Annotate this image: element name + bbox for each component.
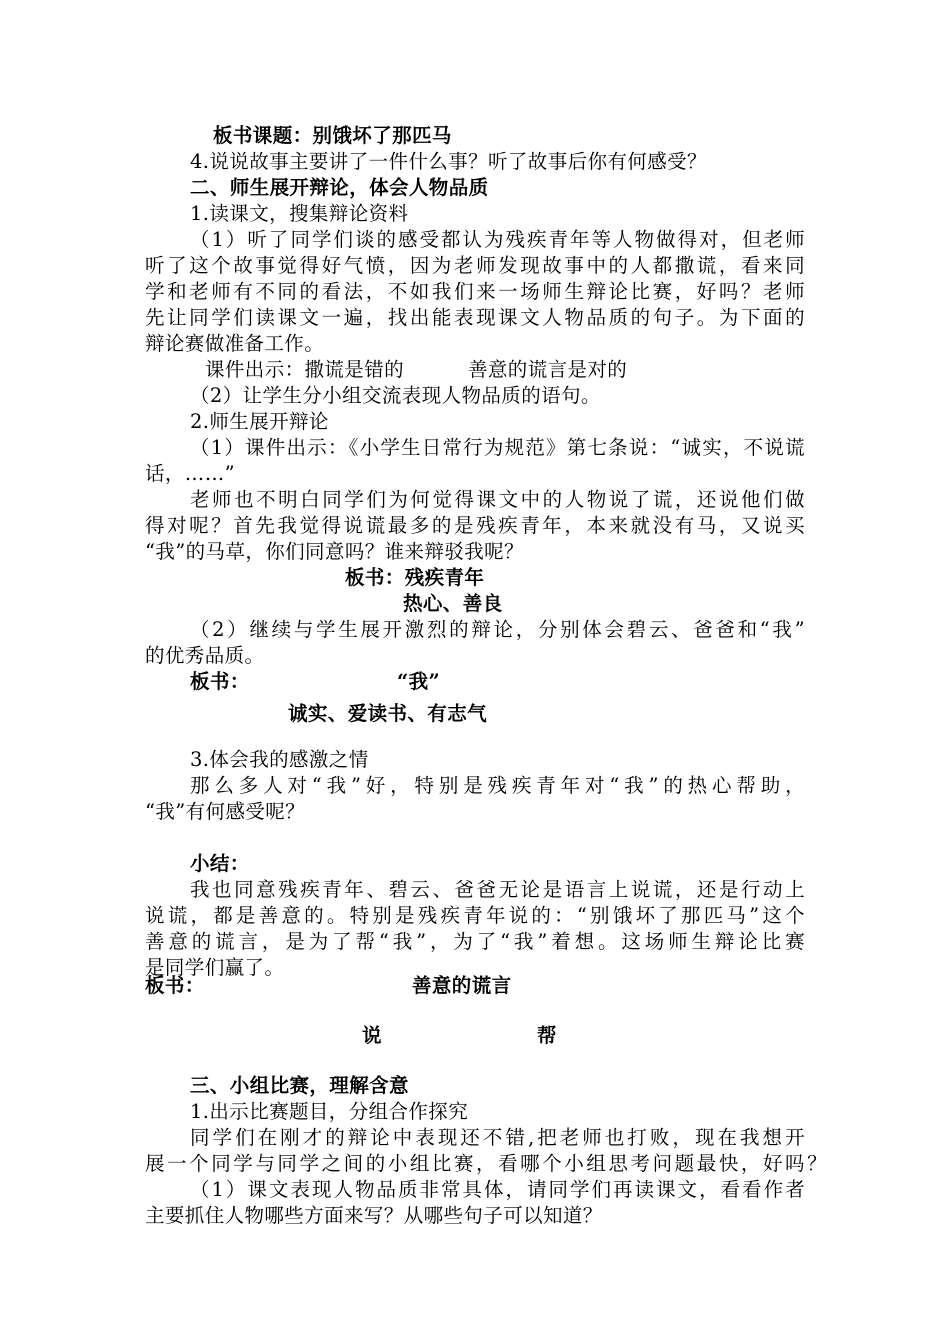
paragraph-line: 那么多人对“我”好，特别是残疾青年对“我”的热心帮助， — [190, 774, 805, 797]
board-title: 板书课题：别饿坏了那匹马 — [213, 124, 452, 147]
paragraph-line: （1）课件出示：《小学生日常行为规范》第七条说：“诚实，不说谎 — [190, 436, 805, 459]
paragraph-line: 我也同意残疾青年、碧云、爸爸无论是语言上说谎，还是行动上 — [190, 878, 805, 901]
paragraph-line: 善意的谎言，是为了帮“我”，为了“我”着想。这场师生辩论比赛 — [145, 930, 805, 953]
paragraph-line: （1）课文表现人物品质非常具体，请同学们再读课文，看看作者 — [190, 1178, 805, 1201]
courseware-display-right: 善意的谎言是对的 — [468, 358, 628, 381]
board-note-youth: 板书：残疾青年 — [345, 566, 485, 589]
paragraph-line: 学和老师有不同的看法，不如我们来一场师生辩论比赛，好吗？老师 — [145, 280, 805, 303]
paragraph-line: 主要抓住人物哪些方面来写？从哪些句子可以知道？ — [145, 1204, 603, 1227]
board-note-me: “我” — [397, 670, 441, 693]
paragraph-line: 说谎，都是善意的。特别是残疾青年说的：“别饿坏了那匹马”这个 — [145, 904, 805, 927]
paragraph-line: “我”有何感受呢？ — [145, 800, 306, 823]
paragraph-line: 的优秀品质。 — [145, 644, 265, 667]
paragraph-line: （1）听了同学们谈的感受都认为残疾青年等人物做得对，但老师 — [190, 228, 805, 251]
paragraph-line: 辩论赛做准备工作。 — [145, 332, 325, 355]
paragraph-line: 得对呢？首先我觉得说谎最多的是残疾青年，本来就没有马，又说买 — [145, 514, 805, 537]
step-1-heading: 1.出示比赛题目，分组合作探究 — [190, 1100, 469, 1123]
paragraph-line: “我”的马草，你们同意吗？谁来辩驳我呢？ — [145, 540, 524, 563]
section-3-heading: 三、小组比赛，理解含意 — [190, 1074, 409, 1097]
section-2-heading: 二、师生展开辩论，体会人物品质 — [190, 176, 489, 199]
board-note-say: 说 — [362, 1024, 382, 1047]
paragraph-line: 同学们在刚才的辩论中表现还不错,把老师也打败，现在我想开 — [190, 1126, 805, 1149]
board-note-youth-traits: 热心、善良 — [403, 592, 503, 615]
question-4: 4.说说故事主要讲了一件什么事？听了故事后你有何感受？ — [190, 150, 707, 173]
board-note-me-traits: 诚实、爱读书、有志气 — [288, 702, 488, 725]
paragraph-line: 话，……” — [145, 462, 235, 485]
step-2-heading: 2.师生展开辩论 — [190, 410, 329, 433]
paragraph-line: 先让同学们读课文一遍，找出能表现课文人物品质的句子。为下面的 — [145, 306, 805, 329]
step-1-heading: 1.读课文，搜集辩论资料 — [190, 202, 409, 225]
summary-heading: 小结： — [190, 852, 250, 875]
courseware-display: 课件出示：撒谎是错的 — [205, 358, 405, 381]
paragraph-line: 是同学们赢了。 — [145, 956, 285, 979]
board-note-label: 板书： — [145, 974, 205, 997]
paragraph-line: （2）继续与学生展开激烈的辩论，分别体会碧云、爸爸和“我” — [190, 618, 805, 641]
board-note-white-lie: 善意的谎言 — [412, 974, 512, 997]
paragraph-line: 老师也不明白同学们为何觉得课文中的人物说了谎，还说他们做 — [190, 488, 805, 511]
paragraph-line: 听了这个故事觉得好气愤，因为老师发现故事中的人都撒谎，看来同 — [145, 254, 805, 277]
paragraph-line: 展一个同学与同学之间的小组比赛，看哪个小组思考问题最快，好吗？ — [145, 1152, 827, 1175]
step-3-heading: 3.体会我的感激之情 — [190, 748, 369, 771]
board-note-help: 帮 — [537, 1024, 557, 1047]
board-note-label: 板书： — [190, 670, 250, 693]
step-1-2: （2）让学生分小组交流表现人物品质的语句。 — [190, 384, 601, 407]
